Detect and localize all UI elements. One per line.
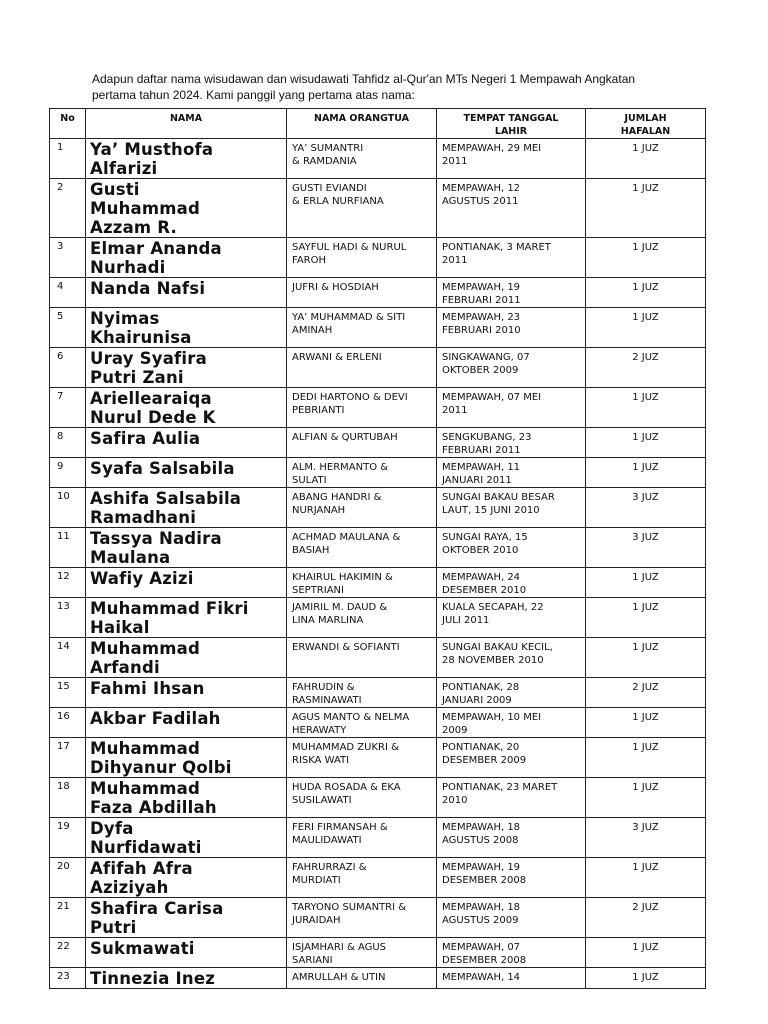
birth-place-date-line: AGUSTUS 2009 [442, 915, 519, 926]
parents-names-line: TARYONO SUMANTRI & [292, 902, 407, 913]
parents-names-line: SULATI [292, 475, 327, 486]
header-memorization-line-1: JUMLAH [624, 113, 667, 124]
birth-place-date [437, 488, 586, 528]
graduate-name-line: Ashifa Salsabila [90, 489, 242, 508]
row-number: 21 [50, 898, 86, 938]
parents-names-line: AGUS MANTO & NELMA [292, 712, 410, 723]
memorization-amount: 1 JUZ [586, 778, 706, 818]
row-number: 15 [50, 678, 86, 708]
graduate-name-line: Nurhadi [90, 258, 166, 277]
parents-names-line: GUSTI EVIANDI [292, 183, 367, 194]
graduate-name-line: Nyimas [90, 309, 160, 328]
row-number: 4 [50, 278, 86, 308]
graduate-name-line: Alfarizi [90, 159, 158, 178]
graduate-name [86, 898, 287, 938]
parents-names-line: SUSILAWATI [292, 795, 352, 806]
birth-place-date-line: JANUARI 2011 [442, 475, 512, 486]
graduate-name-line: Sukmawati [90, 939, 195, 958]
birth-place-date-line: SUNGAI RAYA, 15 [442, 532, 528, 543]
table-row [50, 308, 706, 348]
birth-place-date [437, 528, 586, 568]
memorization-amount: 1 JUZ [586, 708, 706, 738]
birth-place-date-line: OKTOBER 2010 [442, 545, 519, 556]
row-number: 20 [50, 858, 86, 898]
birth-place-date-line: MEMPAWAH, 19 [442, 862, 521, 873]
birth-place-date-line: MEMPAWAH, 11 [442, 462, 521, 473]
parents-names-line: SAYFUL HADI & NURUL [292, 242, 407, 253]
parents-names-line: FAHRURRAZI & [292, 862, 367, 873]
table-row [50, 348, 706, 388]
parents-names [287, 938, 437, 968]
header-birth-line-1: TEMPAT TANGGAL [463, 113, 559, 124]
table-row [50, 238, 706, 278]
memorization-amount: 1 JUZ [586, 238, 706, 278]
parents-names-line: ALFIAN & QURTUBAH [292, 432, 398, 443]
parents-names-line: FERI FIRMANSAH & [292, 822, 388, 833]
table-header-row [50, 109, 706, 139]
birth-place-date [437, 968, 586, 989]
table-row [50, 388, 706, 428]
parents-names-line: ARWANI & ERLENI [292, 352, 382, 363]
graduate-name [86, 678, 287, 708]
graduate-name-line: Ya’ Musthofa [90, 140, 214, 159]
parents-names-line: ERWANDI & SOFIANTI [292, 642, 400, 653]
graduate-name [86, 458, 287, 488]
row-number: 11 [50, 528, 86, 568]
parents-names [287, 528, 437, 568]
graduate-name-line: Dihyanur Qolbi [90, 758, 232, 777]
graduate-name-line: Dyfa [90, 819, 134, 838]
memorization-amount: 1 JUZ [586, 938, 706, 968]
birth-place-date-line: SUNGAI BAKAU BESAR [442, 492, 555, 503]
graduate-name-line: Nurul Dede K [90, 408, 216, 427]
graduate-name [86, 488, 287, 528]
table-row [50, 528, 706, 568]
birth-place-date-line: 2010 [442, 795, 468, 806]
birth-place-date-line: MEMPAWAH, 24 [442, 572, 521, 583]
memorization-amount: 1 JUZ [586, 428, 706, 458]
table-row [50, 598, 706, 638]
parents-names-line: YA’ SUMANTRI [292, 143, 364, 154]
memorization-amount: 1 JUZ [586, 968, 706, 989]
header-name: NAMA [86, 109, 287, 139]
graduate-name-line: Muhammad [90, 739, 200, 758]
parents-names [287, 598, 437, 638]
table-row [50, 738, 706, 778]
table-row [50, 708, 706, 738]
table-row [50, 938, 706, 968]
birth-place-date-line: AGUSTUS 2008 [442, 835, 519, 846]
birth-place-date [437, 638, 586, 678]
table-row [50, 678, 706, 708]
birth-place-date-line: MEMPAWAH, 14 [442, 972, 521, 983]
graduate-name-line: Safira Aulia [90, 429, 201, 448]
birth-place-date-line: 2011 [442, 156, 468, 167]
graduate-name [86, 568, 287, 598]
birth-place-date-line: MEMPAWAH, 18 [442, 902, 521, 913]
graduate-name-line: Elmar Ananda [90, 239, 222, 258]
parents-names-line: YA’ MUHAMMAD & SITI [292, 312, 406, 323]
graduate-name-line: Tinnezia Inez [90, 969, 216, 988]
parents-names [287, 778, 437, 818]
birth-place-date-line: PONTIANAK, 3 MARET [442, 242, 551, 253]
table-body [50, 139, 706, 989]
birth-place-date-line: FEBRUARI 2010 [442, 325, 521, 336]
table-row [50, 458, 706, 488]
graduate-name-line: Syafa Salsabila [90, 459, 235, 478]
graduate-name [86, 428, 287, 458]
memorization-amount: 3 JUZ [586, 818, 706, 858]
graduate-name-line: Uray Syafira [90, 349, 207, 368]
graduate-name-line: Putri Zani [90, 368, 184, 387]
parents-names-line: RASMINAWATI [292, 695, 362, 706]
birth-place-date-line: DESEMBER 2010 [442, 585, 527, 596]
parents-names [287, 968, 437, 989]
memorization-amount: 1 JUZ [586, 388, 706, 428]
parents-names [287, 858, 437, 898]
birth-place-date [437, 598, 586, 638]
graduate-name-line: Azzam R. [90, 218, 177, 237]
memorization-amount: 1 JUZ [586, 738, 706, 778]
birth-place-date-line: OKTOBER 2009 [442, 365, 519, 376]
birth-place-date-line: LAUT, 15 JUNI 2010 [442, 505, 540, 516]
graduate-name [86, 738, 287, 778]
intro-paragraph [92, 71, 692, 103]
birth-place-date-line: FEBRUARI 2011 [442, 295, 521, 306]
graduate-name [86, 778, 287, 818]
header-memorization [586, 109, 706, 139]
memorization-amount: 1 JUZ [586, 139, 706, 179]
row-number: 23 [50, 968, 86, 989]
birth-place-date-line: KUALA SECAPAH, 22 [442, 602, 544, 613]
parents-names-line: LINA MARLINA [292, 615, 364, 626]
memorization-amount: 2 JUZ [586, 348, 706, 388]
birth-place-date [437, 818, 586, 858]
birth-place-date [437, 568, 586, 598]
parents-names-line: PEBRIANTI [292, 405, 345, 416]
birth-place-date [437, 678, 586, 708]
header-parents: NAMA ORANGTUA [287, 109, 437, 139]
graduate-name-line: Nurfidawati [90, 838, 202, 857]
parents-names-line: & RAMDANIA [292, 156, 357, 167]
parents-names-line: BASIAH [292, 545, 330, 556]
parents-names [287, 238, 437, 278]
graduate-name-line: Gusti [90, 180, 140, 199]
graduate-name [86, 598, 287, 638]
memorization-amount: 1 JUZ [586, 458, 706, 488]
memorization-amount: 3 JUZ [586, 488, 706, 528]
graduate-name [86, 938, 287, 968]
graduate-name-line: Afifah Afra [90, 859, 193, 878]
row-number: 7 [50, 388, 86, 428]
graduate-name-line: Muhammad Fikri [90, 599, 249, 618]
graduate-name-line: Muhammad [90, 779, 200, 798]
birth-place-date-line: MEMPAWAH, 12 [442, 183, 521, 194]
parents-names-line: DEDI HARTONO & DEVI [292, 392, 408, 403]
birth-place-date-line: MEMPAWAH, 18 [442, 822, 521, 833]
memorization-amount: 2 JUZ [586, 678, 706, 708]
parents-names [287, 678, 437, 708]
graduate-name-line: Haikal [90, 618, 150, 637]
parents-names [287, 738, 437, 778]
parents-names-line: SARIANI [292, 955, 333, 966]
graduate-name-line: Nanda Nafsi [90, 279, 206, 298]
header-memorization-line-2: HAFALAN [620, 126, 671, 137]
birth-place-date-line: SENGKUBANG, 23 [442, 432, 532, 443]
table-row [50, 818, 706, 858]
header-birth [437, 109, 586, 139]
graduate-name-line: Ramadhani [90, 508, 197, 527]
birth-place-date [437, 738, 586, 778]
graduate-name [86, 638, 287, 678]
memorization-amount: 1 JUZ [586, 638, 706, 678]
row-number: 5 [50, 308, 86, 348]
birth-place-date [437, 458, 586, 488]
parents-names-line: HUDA ROSADA & EKA [292, 782, 401, 793]
row-number: 22 [50, 938, 86, 968]
birth-place-date [437, 708, 586, 738]
birth-place-date [437, 179, 586, 238]
parents-names-line: & ERLA NURFIANA [292, 196, 384, 207]
birth-place-date-line: MEMPAWAH, 10 MEI [442, 712, 542, 723]
parents-names [287, 458, 437, 488]
parents-names-line: ACHMAD MAULANA & [292, 532, 401, 543]
graduate-name [86, 348, 287, 388]
row-number: 16 [50, 708, 86, 738]
graduate-name-line: Tassya Nadira [90, 529, 222, 548]
intro-line-2: pertama tahun 2024. Kami panggil yang pertama atas nama: [92, 88, 415, 102]
birth-place-date-line: SINGKAWANG, 07 [442, 352, 530, 363]
row-number: 9 [50, 458, 86, 488]
birth-place-date-line: 28 NOVEMBER 2010 [442, 655, 544, 666]
graduate-name-line: Faza Abdillah [90, 798, 217, 817]
graduate-name [86, 308, 287, 348]
header-no: No [50, 109, 86, 139]
memorization-amount: 2 JUZ [586, 898, 706, 938]
birth-place-date-line: SUNGAI BAKAU KECIL, [442, 642, 553, 653]
birth-place-date-line: MEMPAWAH, 07 [442, 942, 521, 953]
parents-names-line: ISJAMHARI & AGUS [292, 942, 387, 953]
table-row [50, 428, 706, 458]
graduate-name-line: Akbar Fadilah [90, 709, 221, 728]
parents-names [287, 638, 437, 678]
parents-names [287, 139, 437, 179]
row-number: 17 [50, 738, 86, 778]
table-row [50, 488, 706, 528]
parents-names [287, 179, 437, 238]
memorization-amount: 1 JUZ [586, 179, 706, 238]
graduate-name [86, 968, 287, 989]
graduate-name-line: Wafiy Azizi [90, 569, 194, 588]
parents-names [287, 818, 437, 858]
birth-place-date-line: MEMPAWAH, 23 [442, 312, 521, 323]
parents-names [287, 278, 437, 308]
birth-place-date-line: FEBRUARI 2011 [442, 445, 521, 456]
graduate-name [86, 238, 287, 278]
birth-place-date-line: MEMPAWAH, 19 [442, 282, 521, 293]
graduate-name [86, 139, 287, 179]
parents-names-line: JUFRI & HOSDIAH [292, 282, 379, 293]
graduate-name-line: Muhammad [90, 199, 200, 218]
birth-place-date [437, 388, 586, 428]
parents-names [287, 568, 437, 598]
row-number: 12 [50, 568, 86, 598]
birth-place-date-line: JULI 2011 [442, 615, 490, 626]
row-number: 19 [50, 818, 86, 858]
birth-place-date-line: DESEMBER 2008 [442, 875, 527, 886]
memorization-amount: 3 JUZ [586, 528, 706, 568]
row-number: 3 [50, 238, 86, 278]
birth-place-date-line: MEMPAWAH, 07 MEI [442, 392, 542, 403]
birth-place-date-line: MEMPAWAH, 29 MEI [442, 143, 542, 154]
memorization-amount: 1 JUZ [586, 278, 706, 308]
memorization-amount: 1 JUZ [586, 858, 706, 898]
birth-place-date [437, 898, 586, 938]
graduate-name [86, 388, 287, 428]
birth-place-date-line: DESEMBER 2009 [442, 755, 527, 766]
row-number: 10 [50, 488, 86, 528]
memorization-amount: 1 JUZ [586, 568, 706, 598]
parents-names-line: RISKA WATI [292, 755, 350, 766]
birth-place-date-line: 2011 [442, 405, 468, 416]
parents-names-line: KHAIRUL HAKIMIN & [292, 572, 393, 583]
graduate-name-line: Fahmi Ihsan [90, 679, 205, 698]
graduate-name-line: Maulana [90, 548, 171, 567]
parents-names [287, 388, 437, 428]
table-row [50, 278, 706, 308]
graduate-name-line: Ariellearaiqa [90, 389, 212, 408]
row-number: 1 [50, 139, 86, 179]
parents-names [287, 708, 437, 738]
parents-names-line: JAMIRIL M. DAUD & [292, 602, 388, 613]
table-row [50, 568, 706, 598]
graduate-name-line: Putri [90, 918, 137, 937]
birth-place-date-line: PONTIANAK, 28 [442, 682, 520, 693]
table-row [50, 858, 706, 898]
parents-names-line: SEPTRIANI [292, 585, 344, 596]
parents-names-line: FAROH [292, 255, 327, 266]
parents-names-line: HERAWATY [292, 725, 347, 736]
parents-names-line: FAHRUDIN & [292, 682, 355, 693]
parents-names-line: JURAIDAH [292, 915, 341, 926]
graduate-name [86, 818, 287, 858]
graduate-name-line: Shafira Carisa [90, 899, 224, 918]
graduate-name-line: Aziziyah [90, 878, 169, 897]
parents-names [287, 428, 437, 458]
parents-names-line: NURJANAH [292, 505, 346, 516]
birth-place-date [437, 778, 586, 818]
parents-names-line: MAULIDAWATI [292, 835, 362, 846]
parents-names-line: MUHAMMAD ZUKRI & [292, 742, 399, 753]
birth-place-date [437, 428, 586, 458]
graduate-name [86, 278, 287, 308]
parents-names-line: AMINAH [292, 325, 333, 336]
table-row [50, 898, 706, 938]
birth-place-date [437, 139, 586, 179]
row-number: 2 [50, 179, 86, 238]
birth-place-date-line: AGUSTUS 2011 [442, 196, 519, 207]
birth-place-date-line: JANUARI 2009 [442, 695, 512, 706]
birth-place-date-line: 2009 [442, 725, 468, 736]
graduate-name-line: Arfandi [90, 658, 160, 677]
row-number: 6 [50, 348, 86, 388]
graduate-name-line: Khairunisa [90, 328, 192, 347]
birth-place-date-line: PONTIANAK, 20 [442, 742, 520, 753]
birth-place-date [437, 278, 586, 308]
header-birth-line-2: LAHIR [494, 126, 528, 137]
table-row [50, 968, 706, 989]
birth-place-date [437, 938, 586, 968]
graduate-name [86, 858, 287, 898]
memorization-amount: 1 JUZ [586, 598, 706, 638]
birth-place-date-line: DESEMBER 2008 [442, 955, 527, 966]
birth-place-date [437, 308, 586, 348]
graduate-name [86, 528, 287, 568]
table-row [50, 139, 706, 179]
intro-line-1: Adapun daftar nama wisudawan dan wisudawati Tahfidz al-Qur'an MTs Negeri 1 Mempawah Angkatan [92, 72, 636, 86]
row-number: 18 [50, 778, 86, 818]
row-number: 14 [50, 638, 86, 678]
birth-place-date [437, 858, 586, 898]
graduate-name [86, 179, 287, 238]
parents-names-line: ALM. HERMANTO & [292, 462, 389, 473]
table-row [50, 778, 706, 818]
parents-names [287, 488, 437, 528]
birth-place-date-line: 2011 [442, 255, 468, 266]
birth-place-date [437, 348, 586, 388]
parents-names [287, 308, 437, 348]
graduate-name-line: Muhammad [90, 639, 200, 658]
memorization-amount: 1 JUZ [586, 308, 706, 348]
parents-names [287, 348, 437, 388]
table-row [50, 638, 706, 678]
graduate-name [86, 708, 287, 738]
parents-names [287, 898, 437, 938]
parents-names-line: MURDIATI [292, 875, 341, 886]
table-row [50, 179, 706, 238]
row-number: 13 [50, 598, 86, 638]
birth-place-date [437, 238, 586, 278]
parents-names-line: AMRULLAH & UTIN [292, 972, 386, 983]
birth-place-date-line: PONTIANAK, 23 MARET [442, 782, 558, 793]
graduates-table [49, 108, 706, 989]
parents-names-line: ABANG HANDRI & [292, 492, 382, 503]
row-number: 8 [50, 428, 86, 458]
